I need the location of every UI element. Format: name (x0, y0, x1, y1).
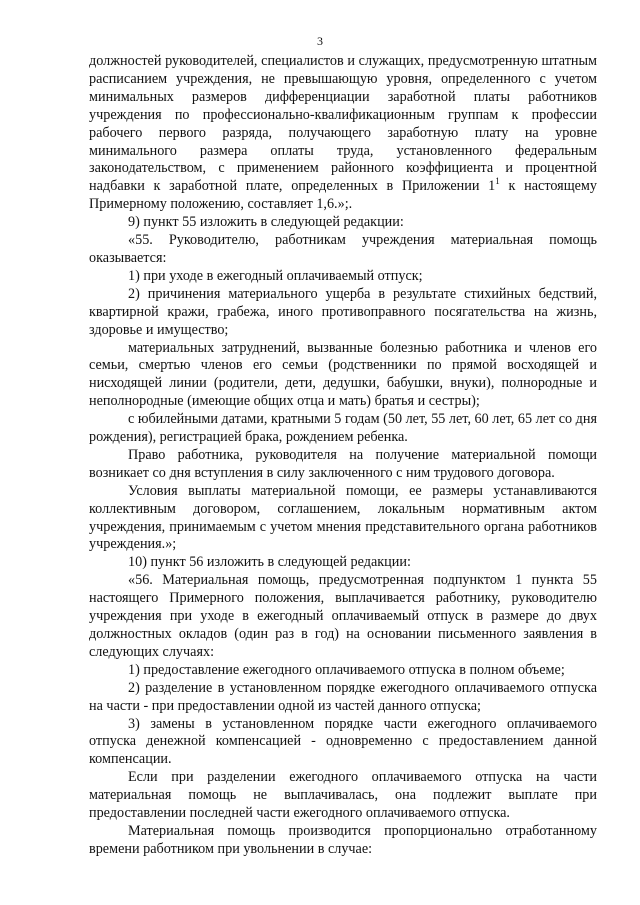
paragraph-case-3: 3) замены в установленном порядке части ежегодного оплачиваемого отпуска денежной компенсацией - одновременно с предоставлением данной компенсации. (89, 715, 597, 768)
page-number: 3 (317, 34, 323, 48)
paragraph-item-10: 10) пункт 56 изложить в следующей редакции: (128, 554, 411, 571)
paragraph-dismissal: Материальная помощь производится пропорционально отработанному времени работником при увольнении в случае: (89, 822, 597, 857)
paragraph-conditions: Условия выплаты материальной помощи, ее размеры устанавливаются коллективным договором, соглашением, локальным нормативным актом учреждения, принимаемым с учетом мнения представительного органа работников учреждения.»; (89, 482, 597, 553)
paragraph-case-2: 2) разделение в установленном порядке ежегодного оплачиваемого отпуска на части - при предоставлении одной из частей данного отпуска; (89, 679, 597, 714)
paragraph-right: Право работника, руководителя на получение материальной помощи возникает со дня вступления в силу заключенного с ним трудового договора. (89, 446, 597, 481)
paragraph-continuation: должностей руководителей, специалистов и служащих, предусмотренную штатным расписанием учреждения, не превышающую уровня, определенного с учетом минимальных размеров дифференциации заработной платы работников учреждения по профессионально-квалификационным группам к профессии рабочего первого разряда, получающего заработную плату на уровне минимального размера оплаты труда, установленного федеральным законодательством, с применением районного коэффициента и процентной надбавки к заработной плате, определенных в Приложении $1^1$ к настоящему Примерному положению, составляет 1,6.»;. (89, 53, 597, 213)
paragraph-case-1: 1) предоставление ежегодного оплачиваемого отпуска в полном объеме; (128, 661, 565, 678)
paragraph-hardship: материальных затруднений, вызванные болезнью работника и членов его семьи, смертью членов его семьи (родственники по прямой восходящей и нисходящей линии (родители, дети, дедушки, бабушки, внуки), полнородные и неполнородные (имеющие общих отца и мать) братья и сестры); (89, 339, 597, 410)
paragraph-item-9: 9) пункт 55 изложить в следующей редакции: (128, 214, 404, 231)
document-body (89, 53, 597, 859)
paragraph-split-leave: Если при разделении ежегодного оплачиваемого отпуска на части материальная помощь не выплачивалась, она подлежит выплате при предоставлении последней части ежегодного оплачиваемого отпуска. (89, 769, 597, 822)
paragraph-clause-55: «55. Руководителю, работникам учреждения материальная помощь оказывается: (89, 232, 597, 266)
paragraph-clause-56: «56. Материальная помощь, предусмотренная подпунктом 1 пункта 55 настоящего Примерного положения, выплачивается работнику, руководителю учреждения при уходе в ежегодный оплачиваемый отпуск в размере до двух должностных окладов (один раз в год) на основании письменного заявления в следующих случаях: (89, 572, 597, 660)
paragraph-anniversary: с юбилейными датами, кратными 5 годам (50 лет, 55 лет, 60 лет, 65 лет со дня рождения), регистрацией брака, рождением ребенка. (89, 411, 598, 446)
appendix-superscript: 1 (495, 176, 500, 187)
paragraph-list-2: 2) причинения материального ущерба в результате стихийных бедствий, квартирной кражи, грабежа, иного противоправного посягательства на жизнь, здоровье и имущество; (89, 285, 597, 338)
paragraph-list-1: 1) при уходе в ежегодный оплачиваемый отпуск; (128, 267, 423, 284)
